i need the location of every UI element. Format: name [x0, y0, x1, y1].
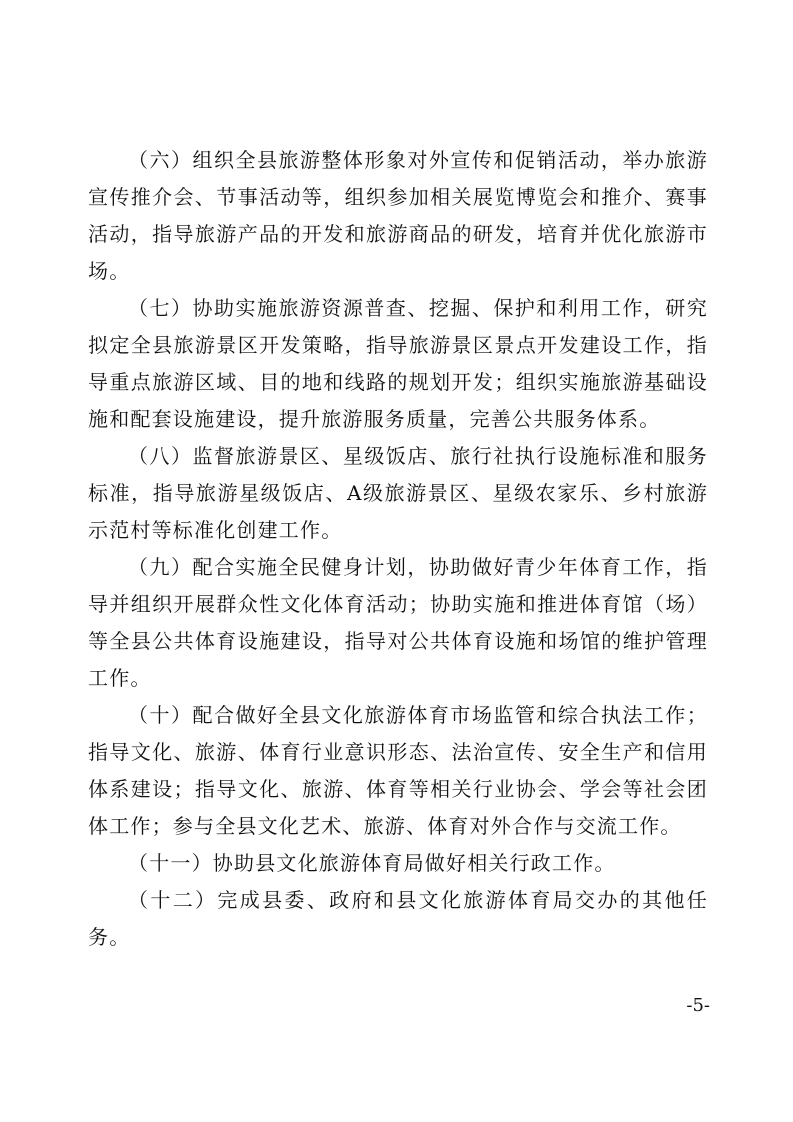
paragraph-item-12: （十二）完成县委、政府和县文化旅游体育局交办的其他任务。	[88, 888, 708, 949]
document-body	[88, 142, 708, 956]
paragraph-item-11: （十一）协助县文化旅游体育局做好相关行政工作。	[128, 851, 616, 875]
paragraph-item-8: （八）监督旅游景区、星级饭店、旅行社执行设施标准和服务标准，指导旅游星级饭店、A级旅游景区、星级农家乐、乡村旅游示范村等标准化创建工作。	[88, 444, 708, 542]
paragraph-item-7: （七）协助实施旅游资源普查、挖掘、保护和利用工作，研究拟定全县旅游景区开发策略，指导旅游景区景点开发建设工作，指导重点旅游区域、目的地和线路的规划开发；组织实施旅游基础设施和配套设施建设，提升旅游服务质量，完善公共服务体系。	[88, 296, 708, 431]
page-number: -5-	[686, 995, 710, 1016]
paragraph-item-10: （十）配合做好全县文化旅游体育市场监管和综合执法工作；指导文化、旅游、体育行业意识形态、法治宣传、安全生产和信用体系建设；指导文化、旅游、体育等相关行业协会、学会等社会团体工作；参与全县文化艺术、旅游、体育对外合作与交流工作。	[88, 703, 708, 838]
paragraph-item-9: （九）配合实施全民健身计划，协助做好青少年体育工作，指导并组织开展群众性文化体育活动；协助实施和推进体育馆（场）等全县公共体育设施建设，指导对公共体育设施和场馆的维护管理工作。	[88, 555, 708, 690]
paragraph-item-6: （六）组织全县旅游整体形象对外宣传和促销活动，举办旅游宣传推介会、节事活动等，组织参加相关展览博览会和推介、赛事活动，指导旅游产品的开发和旅游商品的研发，培育并优化旅游市场。	[88, 148, 708, 283]
